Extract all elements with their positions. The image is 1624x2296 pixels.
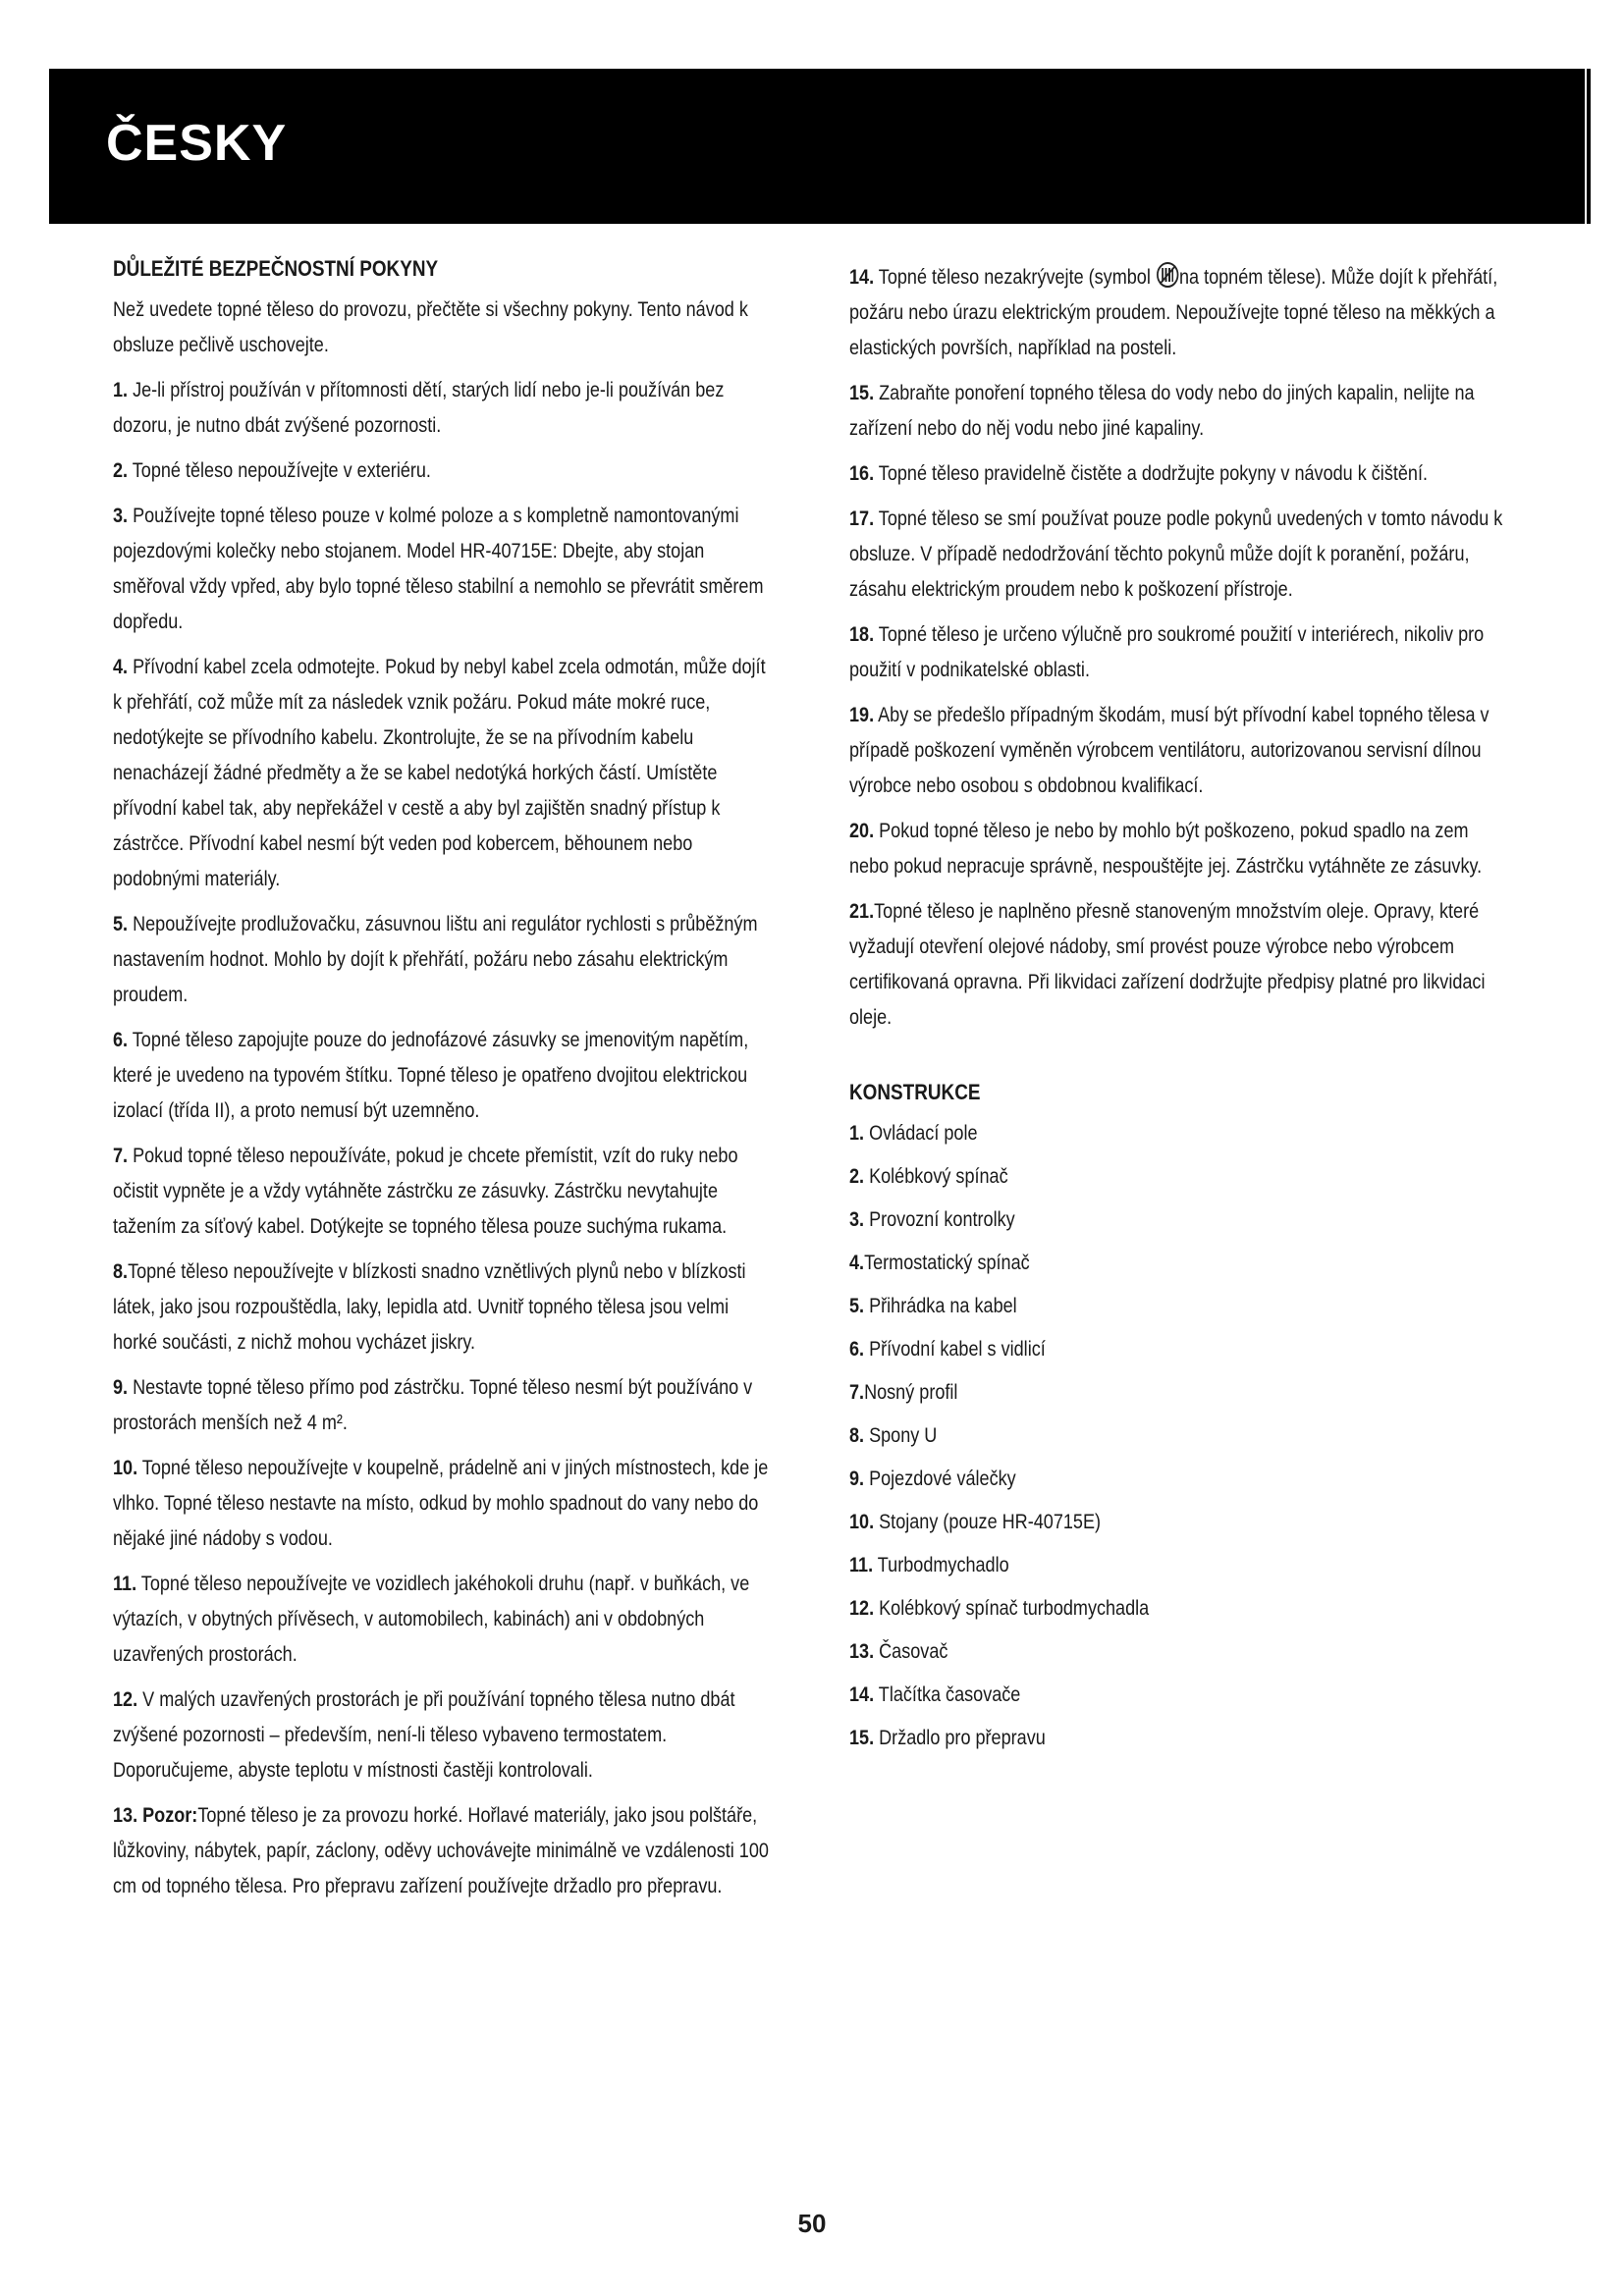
item-number: 18. xyxy=(849,623,875,646)
item-text: V malých uzavřených prostorách je při používání topného tělesa nutno dbát zvýšené pozornosti – především, není-li těleso vybaveno termostatem. Doporučujeme, abyste teplotu v místnosti častěji kontrolovali. xyxy=(113,1688,735,1782)
construction-heading: KONSTRUKCE xyxy=(849,1080,981,1104)
item-text: Termostatický spínač xyxy=(864,1252,1030,1274)
safety-item xyxy=(113,1139,772,1245)
item-text: Ovládací pole xyxy=(864,1122,978,1145)
item-text: Topné těleso nepoužívejte v exteriéru. xyxy=(128,459,431,482)
item-number: 13. xyxy=(849,1640,875,1663)
item-text: Tlačítka časovače xyxy=(874,1683,1021,1706)
safety-item xyxy=(849,698,1508,804)
safety-item xyxy=(849,894,1508,1036)
item-text: Topné těleso je určeno výlučně pro soukromé použití v interiérech, nikoliv pro použití v podnikatelské oblasti. xyxy=(849,623,1485,681)
warning-label: Pozor: xyxy=(137,1804,198,1827)
part-item xyxy=(849,1375,1508,1411)
part-item xyxy=(849,1246,1508,1281)
item-number: 9. xyxy=(849,1468,865,1490)
part-item xyxy=(849,1202,1508,1238)
part-item xyxy=(849,1332,1508,1367)
safety-item-14 xyxy=(849,260,1508,366)
item-number: 8. xyxy=(113,1260,129,1283)
item-text: Přívodní kabel zcela odmotejte. Pokud by nebyl kabel zcela odmotán, může dojít k přehřátí, což může mít za následek vznik požáru. Pokud máte mokré ruce, nedotýkejte se přívodního kabelu. Zkontrolujte, že se na přívodním kabelu nenacházejí žádné předměty a že se kabel nedotýká horkých částí. Umístěte přívodní kabel tak, aby nepřekážel v cestě a aby byl zajištěn snadný přístup k zástrčce. Přívodní kabel nesmí být veden pod kobercem, běhounem nebo podobnými materiály. xyxy=(113,656,766,890)
item-number: 13. xyxy=(113,1804,138,1827)
part-item xyxy=(849,1634,1508,1670)
item-number: 3. xyxy=(113,505,129,527)
safety-item xyxy=(113,1023,772,1129)
item-number: 4. xyxy=(849,1252,865,1274)
item-number: 10. xyxy=(113,1457,138,1479)
item-number: 4. xyxy=(113,656,129,678)
language-header xyxy=(49,69,1585,224)
safety-item xyxy=(113,373,772,444)
item-number: 2. xyxy=(849,1165,865,1188)
safety-item-13 xyxy=(113,1798,772,1904)
part-item xyxy=(849,1505,1508,1540)
part-item xyxy=(849,1418,1508,1454)
item-text: Nosný profil xyxy=(864,1381,958,1404)
item-text: Pojezdové válečky xyxy=(864,1468,1016,1490)
item-number: 12. xyxy=(113,1688,138,1711)
item-number: 11. xyxy=(113,1573,137,1595)
item-text: Aby se předešlo případným škodám, musí být přívodní kabel topného tělesa v případě poškození vyměněn výrobcem ventilátoru, autorizovanou servisní dílnou výrobce nebo osobou s obdobnou kvalifikací. xyxy=(849,704,1489,797)
part-item xyxy=(849,1289,1508,1324)
item-number: 5. xyxy=(849,1295,865,1317)
item-text: Držadlo pro přepravu xyxy=(874,1727,1046,1749)
item-text: Nepoužívejte prodlužovačku, zásuvnou lištu ani regulátor rychlosti s průběžným nastavením hodnot. Mohlo by dojít k přehřátí, požáru nebo zásahu elektrickým proudem. xyxy=(113,913,758,1006)
safety-item xyxy=(113,454,772,489)
item-text: na topném tělese). Může dojít k přehřátí, požáru nebo úrazu elektrickým proudem. Nepoužívejte topné těleso na měkkých a elastických površích, například na posteli. xyxy=(849,266,1498,359)
item-text: Topné těleso nepoužívejte ve vozidlech jakéhokoli druhu (např. v buňkách, ve výtazích, v obytných přívěsech, v automobilech, kabinách) ani v obdobných uzavřených prostorách. xyxy=(113,1573,750,1666)
safety-item xyxy=(113,650,772,897)
item-number: 17. xyxy=(849,507,875,530)
safety-item xyxy=(849,814,1508,884)
item-number: 7. xyxy=(849,1381,865,1404)
item-text: Topné těleso pravidelně čistěte a dodržujte pokyny v návodu k čištění. xyxy=(874,462,1429,485)
safety-item xyxy=(849,617,1508,688)
safety-item xyxy=(113,1370,772,1441)
part-item xyxy=(849,1591,1508,1627)
safety-item xyxy=(849,376,1508,447)
item-number: 15. xyxy=(849,1727,875,1749)
item-text: Kolébkový spínač xyxy=(864,1165,1008,1188)
left-column xyxy=(113,245,772,1914)
item-text: Časovač xyxy=(874,1640,948,1663)
safety-item xyxy=(113,1451,772,1557)
page-number: 50 xyxy=(797,2209,827,2238)
item-text: Turbodmychadlo xyxy=(873,1554,1009,1576)
item-text: Topné těleso je naplněno přesně stanoveným množstvím oleje. Opravy, které vyžadují otevření olejové nádoby, smí provést pouze výrobce nebo výrobcem certifikovaná opravna. Při likvidaci zařízení dodržujte předpisy platné pro likvidaci oleje. xyxy=(849,900,1486,1029)
item-number: 21. xyxy=(849,900,875,923)
safety-list-continued xyxy=(849,376,1508,1036)
safety-intro: Než uvedete topné těleso do provozu, přečtěte si všechny pokyny. Tento návod k obsluze pečlivě uschovejte. xyxy=(113,298,748,356)
item-number: 11. xyxy=(849,1554,874,1576)
item-number: 19. xyxy=(849,704,875,726)
item-text: Používejte topné těleso pouze v kolmé poloze a s kompletně namontovanými pojezdovými kolečky nebo stojanem. Model HR-40715E: Dbejte, aby stojan směřoval vždy vpřed, aby bylo topné těleso stabilní a nemohlo se převrátit směrem dopředu. xyxy=(113,505,764,633)
item-number: 5. xyxy=(113,913,129,935)
item-number: 1. xyxy=(113,379,129,401)
header-edge-rule xyxy=(1587,69,1591,224)
item-number: 2. xyxy=(113,459,129,482)
safety-item xyxy=(849,502,1508,608)
parts-list xyxy=(849,1116,1508,1756)
item-number: 14. xyxy=(849,1683,875,1706)
item-number: 10. xyxy=(849,1511,875,1533)
item-text: Přihrádka na kabel xyxy=(864,1295,1017,1317)
right-column xyxy=(849,260,1508,1764)
item-text: Provozní kontrolky xyxy=(864,1208,1015,1231)
safety-item xyxy=(113,499,772,640)
safety-item xyxy=(113,1567,772,1673)
item-number: 12. xyxy=(849,1597,875,1620)
part-item xyxy=(849,1548,1508,1583)
language-title: ČESKY xyxy=(106,115,288,172)
item-text: Topné těleso se smí používat pouze podle pokynů uvedených v tomto návodu k obsluze. V případě nedodržování těchto pokynů může dojít k poranění, požáru, zásahu elektrickým proudem nebo k poškození přístroje. xyxy=(849,507,1503,601)
item-number: 15. xyxy=(849,382,875,404)
item-text: Topné těleso nepoužívejte v blízkosti snadno vznětlivých plynů nebo v blízkosti látek, jako jsou rozpouštědla, laky, lepidla atd. Uvnitř topného tělesa jsou velmi horké součásti, z nichž mohou vycházet jiskry. xyxy=(113,1260,746,1354)
item-number: 8. xyxy=(849,1424,865,1447)
item-text: Nestavte topné těleso přímo pod zástrčku. Topné těleso nesmí být používáno v prostorách menších než 4 m². xyxy=(113,1376,753,1434)
safety-item xyxy=(113,1682,772,1789)
item-text: Spony U xyxy=(864,1424,938,1447)
item-text: Topné těleso zapojujte pouze do jednofázové zásuvky se jmenovitým napětím, které je uvedeno na typovém štítku. Topné těleso je opatřeno dvojitou elektrickou izolací (třída II), a proto nemusí být uzemněno. xyxy=(113,1029,749,1122)
part-item xyxy=(849,1462,1508,1497)
item-text: Topné těleso nezakrývejte (symbol xyxy=(874,266,1156,289)
item-text: Kolébkový spínač turbodmychadla xyxy=(874,1597,1150,1620)
item-text: Stojany (pouze HR-40715E) xyxy=(874,1511,1102,1533)
item-text: Topné těleso je za provozu horké. Hořlavé materiály, jako jsou polštáře, lůžkoviny, nábytek, papír, záclony, oděvy uchovávejte minimálně ve vzdálenosti 100 cm od topného tělesa. Pro přepravu zařízení používejte držadlo pro přepravu. xyxy=(113,1804,769,1897)
item-text: Zabraňte ponoření topného tělesa do vody nebo do jiných kapalin, nelijte na zařízení nebo do něj vodu nebo jiné kapaliny. xyxy=(849,382,1475,440)
item-text: Pokud topné těleso je nebo by mohlo být poškozeno, pokud spadlo na zem nebo pokud nepracuje správně, nespouštějte jej. Zástrčku vytáhněte ze zásuvky. xyxy=(849,820,1483,878)
safety-item xyxy=(113,907,772,1013)
do-not-cover-icon xyxy=(1157,262,1178,288)
part-item xyxy=(849,1116,1508,1151)
item-number: 1. xyxy=(849,1122,865,1145)
item-number: 14. xyxy=(849,266,875,289)
part-item xyxy=(849,1678,1508,1713)
safety-item xyxy=(849,456,1508,492)
item-text: Je-li přístroj používán v přítomnosti dětí, starých lidí nebo je-li používán bez dozoru, je nutno dbát zvýšené pozornosti. xyxy=(113,379,725,437)
item-number: 9. xyxy=(113,1376,129,1399)
safety-item xyxy=(113,1255,772,1361)
item-number: 6. xyxy=(849,1338,865,1361)
item-number: 16. xyxy=(849,462,875,485)
item-number: 6. xyxy=(113,1029,129,1051)
item-text: Přívodní kabel s vidlicí xyxy=(864,1338,1046,1361)
item-number: 3. xyxy=(849,1208,865,1231)
item-number: 7. xyxy=(113,1145,129,1167)
item-number: 20. xyxy=(849,820,875,842)
part-item xyxy=(849,1159,1508,1195)
safety-list xyxy=(113,373,772,1789)
safety-heading: DŮLEŽITÉ BEZPEČNOSTNÍ POKYNY xyxy=(113,256,439,281)
item-text: Pokud topné těleso nepoužíváte, pokud je chcete přemístit, vzít do ruky nebo očistit vypněte je a vždy vytáhněte zástrčku ze zásuvky. Zástrčku nevytahujte tažením za síťový kabel. Dotýkejte se topného tělesa pouze suchýma rukama. xyxy=(113,1145,738,1238)
item-text: Topné těleso nepoužívejte v koupelně, prádelně ani v jiných místnostech, kde je vlhko. Topné těleso nestavte na místo, odkud by mohlo spadnout do vany nebo do nějaké jiné nádoby s vodou. xyxy=(113,1457,769,1550)
part-item xyxy=(849,1721,1508,1756)
